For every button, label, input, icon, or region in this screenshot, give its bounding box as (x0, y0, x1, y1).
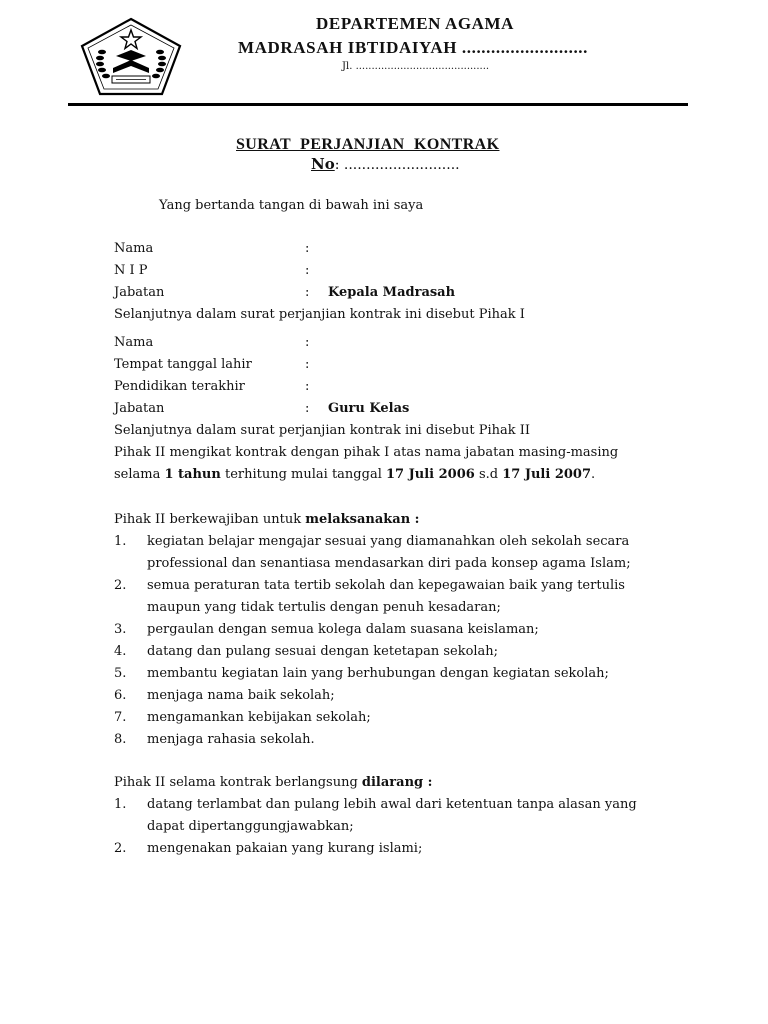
contract-pre: selama (114, 467, 165, 482)
obligations-intro-bold: melaksanakan : (305, 512, 420, 527)
list-item-text: mengamankan kebijakan sekolah; (147, 710, 371, 725)
pihak1-name-sep: : (305, 241, 310, 256)
pihak1-closing: Selanjutnya dalam surat perjanjian kontrak ini disebut Pihak I (114, 307, 525, 322)
list-item-text: datang terlambat dan pulang lebih awal dari ketentuan tanpa alasan yang (147, 797, 637, 812)
contract-start-date: 17 Juli 2006 (386, 467, 475, 482)
list-item-text: semua peraturan tata tertib sekolah dan kepegawaian baik yang tertulis (147, 578, 625, 593)
pihak2-jabatan-value: Guru Kelas (328, 401, 410, 416)
header-rule (68, 103, 688, 106)
list-item-text: pergaulan dengan semua kolega dalam suasana keislaman; (147, 622, 539, 637)
obligations-intro-text: Pihak II berkewajiban untuk (114, 512, 306, 527)
intro-text: Yang bertanda tangan di bawah ini saya (159, 198, 424, 213)
contract-duration: 1 tahun (164, 467, 221, 482)
list-item-number: 1. (114, 534, 127, 549)
list-item-text: menjaga rahasia sekolah. (147, 732, 315, 747)
list-item-text: dapat dipertanggungjawabkan; (147, 819, 354, 834)
contract-dot: . (591, 467, 596, 482)
contract-line-1: Pihak II mengikat kontrak dengan pihak I atas nama jabatan masing-masing (114, 445, 619, 460)
list-item-text: datang dan pulang sesuai dengan ketetapan sekolah; (147, 644, 499, 659)
list-item-text: membantu kegiatan lain yang berhubungan dengan kegiatan sekolah; (147, 666, 609, 681)
prohibitions-intro (114, 775, 432, 790)
pihak2-birth-sep: : (305, 357, 310, 372)
list-item-number: 7. (114, 710, 127, 725)
list-item-number: 2. (114, 578, 127, 593)
list-item-text: maupun yang tidak tertulis dengan penuh kesadaran; (147, 600, 501, 615)
list-item-number: 4. (114, 644, 127, 659)
document-title: SURAT PERJANJIAN KONTRAK (236, 136, 500, 153)
pihak2-birth-label: Tempat tanggal lahir (114, 357, 252, 372)
obligations-intro (114, 512, 419, 527)
list-item-text: mengenakan pakaian yang kurang islami; (147, 841, 423, 856)
list-item-number: 6. (114, 688, 127, 703)
pihak1-name-label: Nama (114, 241, 154, 256)
prohibitions-intro-bold: dilarang : (361, 775, 433, 790)
pihak1-jabatan-value: Kepala Madrasah (328, 285, 456, 300)
contract-to: s.d (474, 467, 503, 482)
header-school: MADRASAH IBTIDAIYAH .......................... (238, 38, 589, 57)
list-item-number: 5. (114, 666, 127, 681)
header-address: Jl. .......................................... (342, 61, 490, 72)
pihak2-name-sep: : (305, 335, 310, 350)
contract-end-date: 17 Juli 2007 (502, 467, 592, 482)
number-value: : .......................... (334, 157, 460, 173)
list-item-number: 2. (114, 841, 127, 856)
document-number (311, 155, 460, 173)
list-item-number: 1. (114, 797, 127, 812)
pihak1-nip-sep: : (305, 263, 310, 278)
list-item-number: 8. (114, 732, 127, 747)
list-item-text: professional dan senantiasa mendasarkan diri pada konsep agama Islam; (147, 556, 631, 571)
pihak2-name-label: Nama (114, 335, 154, 350)
pihak2-closing: Selanjutnya dalam surat perjanjian kontrak ini disebut Pihak II (114, 423, 531, 438)
pihak1-nip-label: N I P (114, 263, 148, 278)
prohibitions-intro-text: Pihak II selama kontrak berlangsung (114, 775, 362, 790)
pihak1-jabatan-sep: : (305, 285, 310, 300)
list-item-number: 3. (114, 622, 127, 637)
pihak1-jabatan-label: Jabatan (114, 285, 165, 300)
list-item-text: kegiatan belajar mengajar sesuai yang diamanahkan oleh sekolah secara (147, 534, 630, 549)
pihak2-education-sep: : (305, 379, 310, 394)
pihak2-jabatan-label: Jabatan (114, 401, 165, 416)
number-label: No (311, 155, 335, 173)
list-item-text: menjaga nama baik sekolah; (147, 688, 335, 703)
pihak2-jabatan-sep: : (305, 401, 310, 416)
contract-line-2 (114, 467, 595, 482)
pihak2-education-label: Pendidikan terakhir (114, 379, 245, 394)
kemenag-emblem-icon (78, 16, 184, 102)
header-department: DEPARTEMEN AGAMA (316, 14, 515, 33)
contract-mid: terhitung mulai tanggal (220, 467, 386, 482)
